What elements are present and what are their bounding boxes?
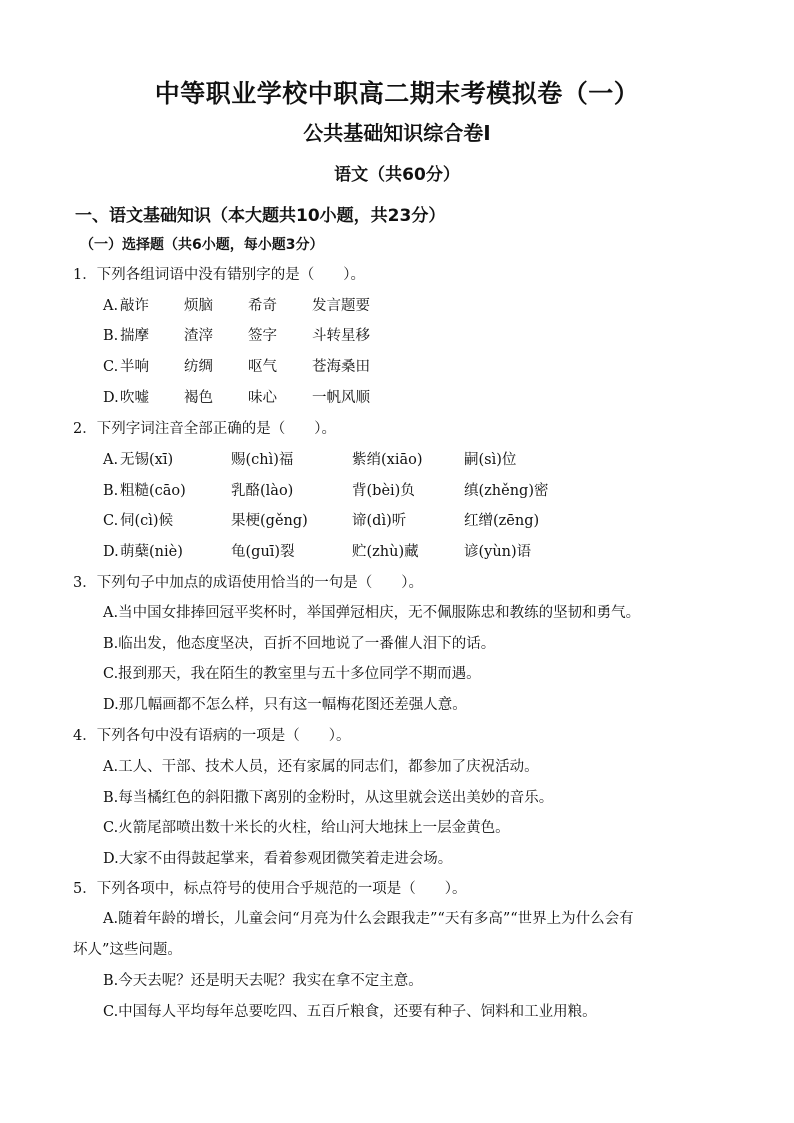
question-5-option-b: B.今天去呢？还是明天去呢？我实在拿不定主意。 <box>103 973 423 989</box>
option-label: D. <box>103 544 119 560</box>
exam-subtitle: 公共基础知识综合卷Ⅰ <box>303 121 491 145</box>
option-word: 紫绡(xiāo) <box>352 452 423 468</box>
option-word: 发言题要 <box>312 298 370 314</box>
option-word: 半响 <box>120 359 149 375</box>
option-label: D. <box>103 390 119 406</box>
question-3-option-a: A.当中国女排捧回冠平奖杯时，举国弹冠相庆，无不佩服陈忠和教练的坚韧和勇气。 <box>103 605 641 621</box>
question-5-stem: 5．下列各项中，标点符号的使用合乎规范的一项是（ ）。 <box>73 881 467 897</box>
question-4-option-d: D.大家不由得鼓起掌来，看着参观团微笑着走进会场。 <box>103 851 453 867</box>
question-3-option-c: C.报到那天，我在陌生的教室里与五十多位同学不期而遇。 <box>103 666 481 682</box>
option-word: 揣摩 <box>120 328 149 344</box>
option-word: 龟(guī)裂 <box>231 544 295 560</box>
exam-title: 中等职业学校中职高二期末考模拟卷（一） <box>154 79 640 108</box>
subject-heading: 语文（共60分） <box>334 165 460 185</box>
option-word: 谚(yùn)语 <box>464 544 532 560</box>
question-4-option-c: C.火箭尾部喷出数十米长的火柱，给山河大地抹上一层金黄色。 <box>103 820 510 836</box>
question-4-option-a: A.工人、干部、技术人员，还有家属的同志们，都参加了庆祝活动。 <box>103 759 539 775</box>
option-word: 呕气 <box>248 359 277 375</box>
question-1-stem: 1．下列各组词语中没有错别字的是（ ）。 <box>73 267 365 283</box>
option-word: 敲诈 <box>120 298 149 314</box>
option-word: 谛(dì)听 <box>352 513 407 529</box>
option-word: 吹嘘 <box>120 390 149 406</box>
question-4-option-b: B.每当橘红色的斜阳撒下离别的金粉时，从这里就会送出美妙的音乐。 <box>103 790 554 806</box>
option-word: 伺(cì)候 <box>120 513 174 529</box>
option-word: 烦脑 <box>184 298 213 314</box>
option-word: 嗣(sì)位 <box>464 452 517 468</box>
option-word: 一帆风顺 <box>312 390 370 406</box>
question-5-option-a-line-2: 坏人”这些问题。 <box>73 942 182 958</box>
option-word: 赐(chì)福 <box>231 452 294 468</box>
option-word: 背(bèi)负 <box>352 483 415 499</box>
option-word: 味心 <box>248 390 277 406</box>
option-label: B. <box>103 483 119 499</box>
option-word: 斗转星移 <box>312 328 370 344</box>
option-word: 纺绸 <box>184 359 213 375</box>
option-word: 贮(zhù)藏 <box>352 544 419 560</box>
question-5-option-a-line-1: A.随着年龄的增长，儿童会问“月亮为什么会跟我走”“天有多高”“世界上为什么会有 <box>103 911 634 927</box>
option-word: 果梗(gěng) <box>231 513 308 529</box>
option-word: 无锡(xī) <box>120 452 174 468</box>
option-word: 褐色 <box>184 390 213 406</box>
option-word: 缜(zhěng)密 <box>464 483 549 499</box>
question-3-option-d: D.那几幅画都不怎么样，只有这一幅梅花图还差强人意。 <box>103 697 467 713</box>
question-5-option-c: C.中国每人平均每年总要吃四、五百斤粮食，还要有种子、饲料和工业用粮。 <box>103 1004 597 1020</box>
option-label: A. <box>103 452 119 468</box>
option-word: 萌蘖(niè) <box>120 544 183 560</box>
option-word: 希奇 <box>248 298 277 314</box>
question-3-option-b: B.临出发，他态度坚决，百折不回地说了一番催人泪下的话。 <box>103 636 496 652</box>
option-label: C. <box>103 359 119 375</box>
option-label: A. <box>103 298 119 314</box>
question-4-stem: 4．下列各句中没有语病的一项是（ ）。 <box>73 728 351 744</box>
option-word: 红缯(zēng) <box>464 513 540 529</box>
question-2-stem: 2．下列字词注音全部正确的是（ ）。 <box>73 421 336 437</box>
option-word: 乳酪(lào) <box>231 483 294 499</box>
option-label: C. <box>103 513 119 529</box>
option-word: 粗糙(cāo) <box>120 483 186 499</box>
question-3-stem: 3．下列句子中加点的成语使用恰当的一句是（ ）。 <box>73 575 423 591</box>
option-label: B. <box>103 328 119 344</box>
section-heading: 一、语文基础知识（本大题共10小题，共23分） <box>75 206 446 226</box>
option-word: 渣滓 <box>184 328 213 344</box>
option-word: 苍海桑田 <box>312 359 370 375</box>
subsection-heading: （一）选择题（共6小题，每小题3分） <box>80 237 324 253</box>
option-word: 签字 <box>248 328 277 344</box>
